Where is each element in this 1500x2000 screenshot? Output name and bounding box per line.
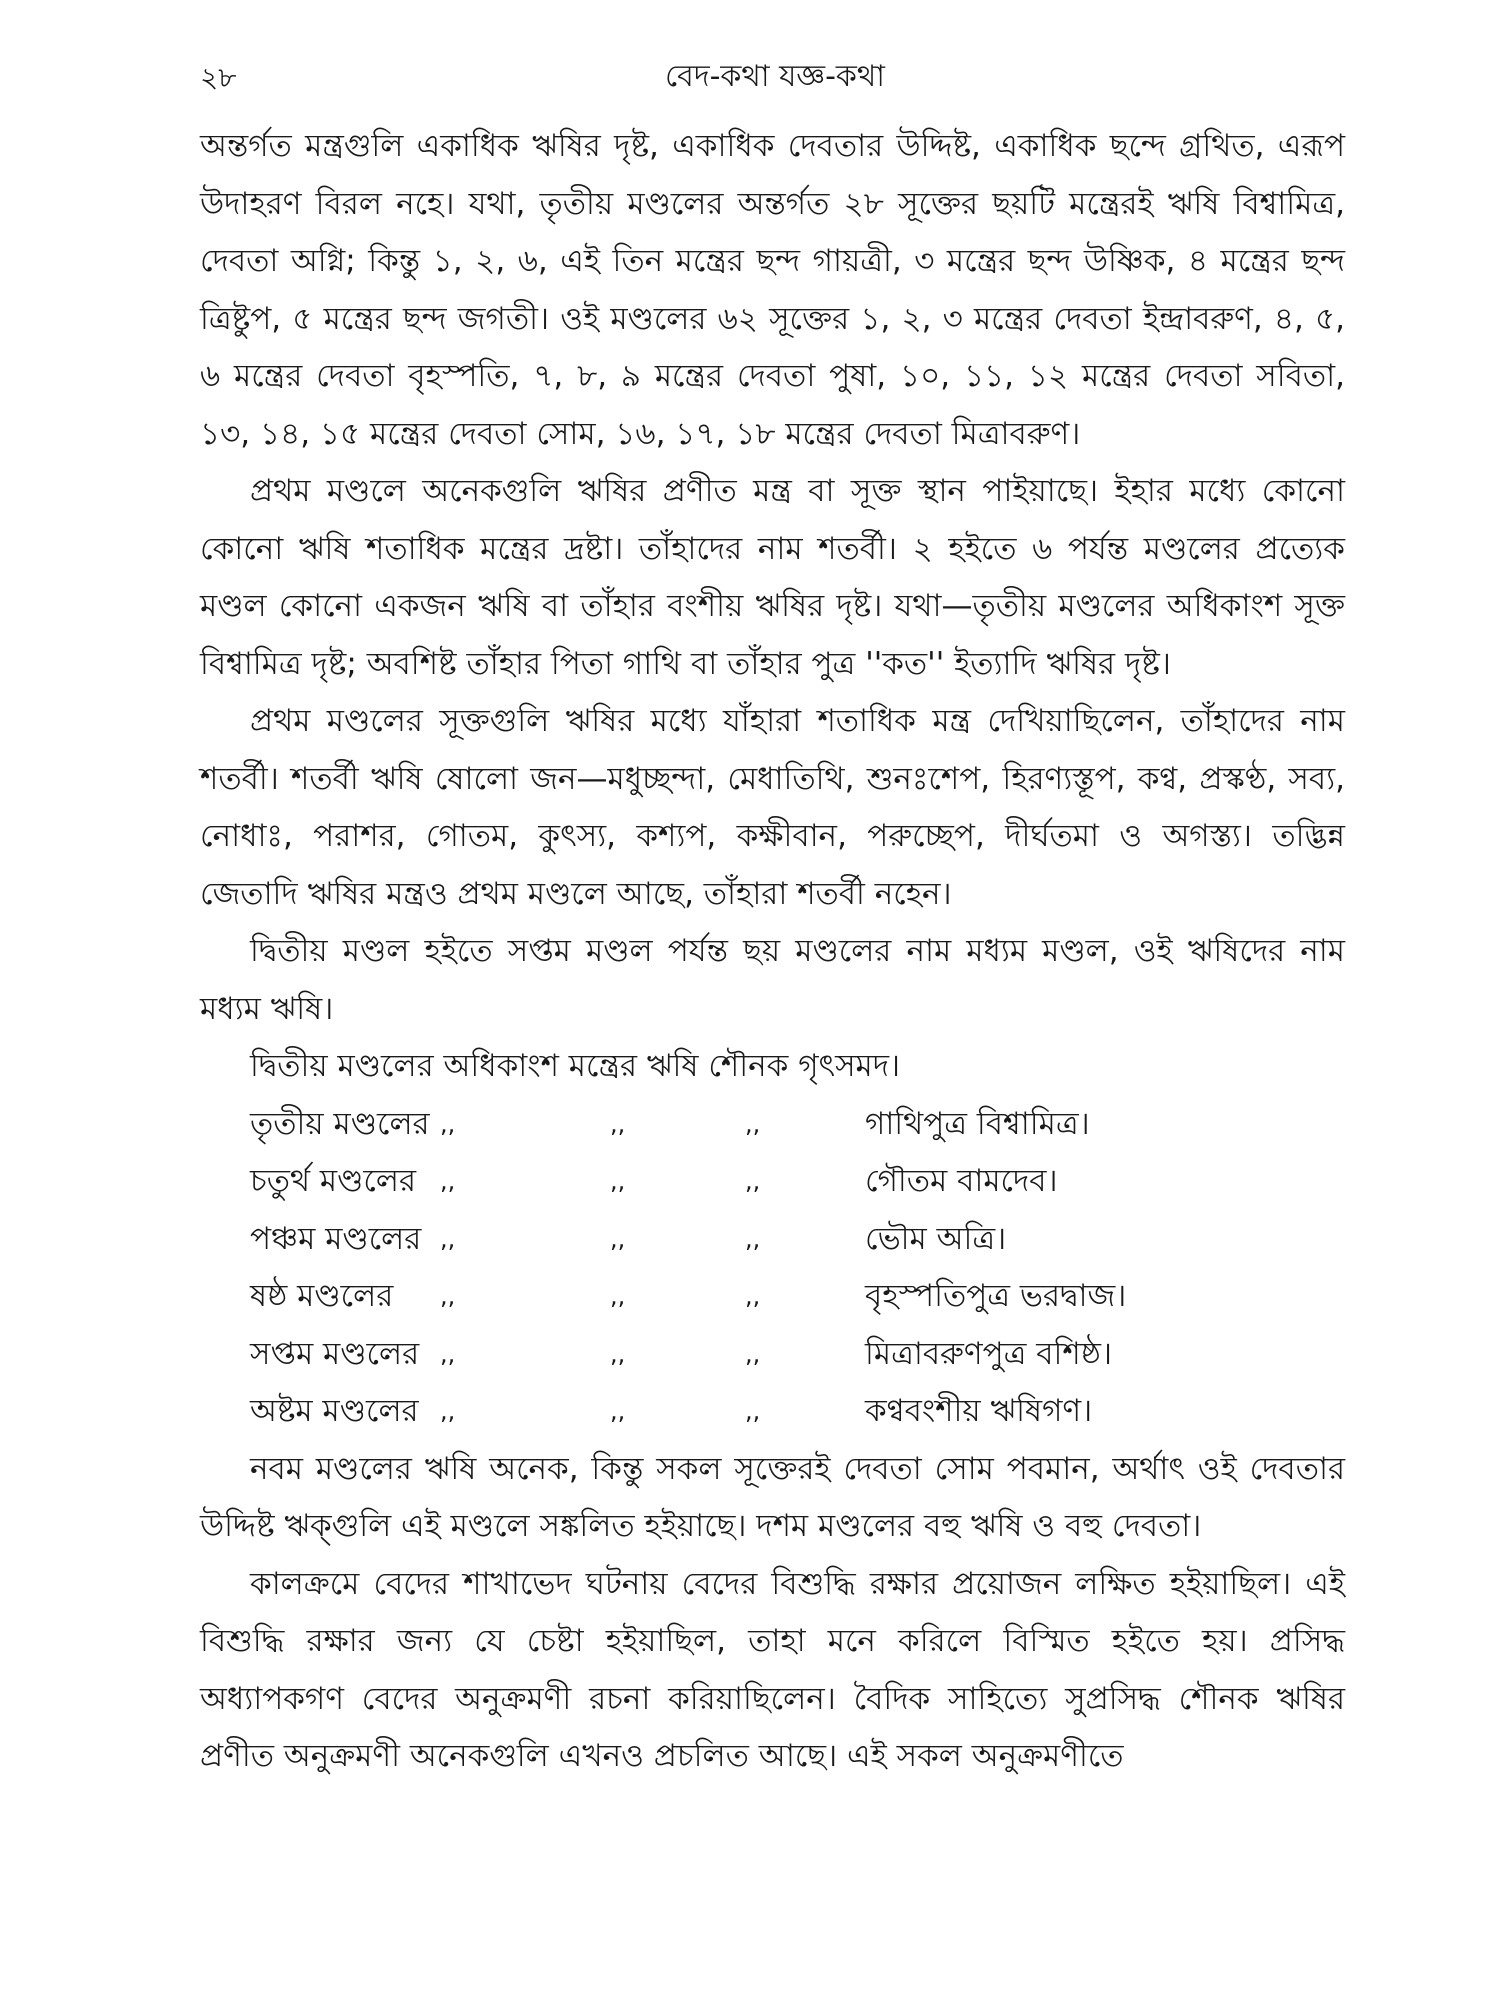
- ditto-mark: ,,: [610, 1397, 626, 1425]
- rishi-row: [200, 1268, 1345, 1326]
- paragraphs-before: [200, 118, 1345, 1096]
- rishi-row: [200, 1326, 1345, 1384]
- rishi-row: [200, 1383, 1345, 1441]
- paragraph: নবম মণ্ডলের ঋষি অনেক, কিন্তু সকল সূক্তেরই দেবতা সোম পবমান, অর্থাৎ ওই দেবতার উদ্দিষ্ট ঋক্‌গুলি এই মণ্ডলে সঙ্কলিত হইয়াছে। দশম মণ্ডলের বহু ঋষি ও বহু দেবতা।: [200, 1450, 1345, 1544]
- paragraph: প্রথম মণ্ডলে অনেকগুলি ঋষির প্রণীত মন্ত্র বা সূক্ত স্থান পাইয়াছে। ইহার মধ্যে কোনো কোনো ঋষি শতাধিক মন্ত্রের দ্রষ্টা। তাঁহাদের নাম শতর্বী। ২ হইতে ৬ পর্যন্ত মণ্ডলের প্রত্যেক মণ্ডল কোনো একজন ঋষি বা তাঁহার বংশীয় ঋষির দৃষ্ট। যথা—তৃতীয় মণ্ডলের অধিকাংশ সূক্ত বিশ্বামিত্র দৃষ্ট; অবশিষ্ট তাঁহার পিতা গাথি বা তাঁহার পুত্র ''কত'' ইত্যাদি ঋষির দৃষ্ট।: [200, 473, 1345, 682]
- paragraph: দ্বিতীয় মণ্ডল হইতে সপ্তম মণ্ডল পর্যন্ত ছয় মণ্ডলের নাম মধ্যম মণ্ডল, ওই ঋষিদের নাম মধ্যম ঋষি।: [200, 933, 1345, 1027]
- rishi-name: মিত্রাবরুণপুত্র বশিষ্ঠ।: [865, 1335, 1113, 1372]
- paragraph: অন্তর্গত মন্ত্রগুলি একাধিক ঋষির দৃষ্ট, একাধিক দেবতার উদ্দিষ্ট, একাধিক ছন্দে গ্রথিত, এরূপ উদাহরণ বিরল নহে। যথা, তৃতীয় মণ্ডলের অন্তর্গত ২৮ সূক্তের ছয়টি মন্ত্রেরই ঋষি বিশ্বামিত্র, দেবতা অগ্নি; কিন্তু ১, ২, ৬, এই তিন মন্ত্রের ছন্দ গায়ত্রী, ৩ মন্ত্রের ছন্দ উষ্ণিক, ৪ মন্ত্রের ছন্দ ত্রিষ্টুপ, ৫ মন্ত্রের ছন্দ জগতী। ওই মণ্ডলের ৬২ সূক্তের ১, ২, ৩ মন্ত্রের দেবতা ইন্দ্রাবরুণ, ৪, ৫, ৬ মন্ত্রের দেবতা বৃহস্পতি, ৭, ৮, ৯ মন্ত্রের দেবতা পুষা, ১০, ১১, ১২ মন্ত্রের দেবতা সবিতা, ১৩, ১৪, ১৫ মন্ত্রের দেবতা সোম, ১৬, ১৭, ১৮ মন্ত্রের দেবতা মিত্রাবরুণ।: [200, 128, 1345, 452]
- mandala-label: সপ্তম মণ্ডলের: [250, 1335, 420, 1372]
- ditto-mark: ,,: [745, 1282, 761, 1310]
- mandala-label: তৃতীয় মণ্ডলের: [250, 1105, 430, 1142]
- ditto-mark: ,,: [745, 1167, 761, 1195]
- rishi-row: [200, 1153, 1345, 1211]
- ditto-mark: ,,: [610, 1224, 626, 1253]
- page-number: ২৮: [200, 61, 237, 94]
- ditto-mark: ,,: [440, 1224, 456, 1253]
- rishi-table: [200, 1096, 1345, 1441]
- ditto-mark: ,,: [440, 1282, 456, 1310]
- ditto-mark: ,,: [440, 1167, 456, 1195]
- page-header: [200, 48, 1350, 98]
- ditto-mark: ,,: [610, 1282, 626, 1310]
- ditto-mark: ,,: [610, 1339, 626, 1368]
- rishi-row: [200, 1211, 1345, 1269]
- rishi-name: গৌতম বামদেব।: [865, 1163, 1058, 1199]
- rishi-name: গাথিপুত্র বিশ্বামিত্র।: [865, 1105, 1090, 1142]
- paragraph: কালক্রমে বেদের শাখাভেদ ঘটনায় বেদের বিশুদ্ধি রক্ষার প্রয়োজন লক্ষিত হইয়াছিল। এই বিশুদ্ধি রক্ষার জন্য যে চেষ্টা হইয়াছিল, তাহা মনে করিলে বিস্মিত হইতে হয়। প্রসিদ্ধ অধ্যাপকগণ বেদের অনুক্রমণী রচনা করিয়াছিলেন। বৈদিক সাহিত্যে সুপ্রসিদ্ধ শৌনক ঋষির প্রণীত অনুক্রমণী অনেকগুলি এখনও প্রচলিত আছে। এই সকল অনুক্রমণীতে: [200, 1565, 1346, 1774]
- ditto-mark: ,,: [440, 1339, 456, 1368]
- ditto-mark: ,,: [440, 1397, 456, 1425]
- running-title: বেদ-কথা যজ্ঞ-কথা: [664, 59, 886, 94]
- ditto-mark: ,,: [745, 1397, 761, 1425]
- ditto-mark: ,,: [745, 1339, 761, 1368]
- ditto-mark: ,,: [745, 1224, 761, 1253]
- mandala-label: পঞ্চম মণ্ডলের: [250, 1220, 422, 1257]
- mandala-label: চতুর্থ মণ্ডলের: [250, 1163, 417, 1199]
- paragraphs-after: [200, 1441, 1345, 1786]
- mandala-label: ষষ্ঠ মণ্ডলের: [250, 1278, 394, 1314]
- ditto-mark: ,,: [745, 1109, 761, 1138]
- paragraph: প্রথম মণ্ডলের সূক্তগুলি ঋষির মধ্যে যাঁহারা শতাধিক মন্ত্র দেখিয়াছিলেন, তাঁহাদের নাম শতর্বী। শতর্বী ঋষি ষোলো জন—মধুচ্ছন্দা, মেধাতিথি, শুনঃশেপ, হিরণ্যস্তূপ, কণ্ব, প্রস্কণ্ঠ, সব্য, নোধাঃ, পরাশর, গোতম, কুৎস্য, কশ্যপ, কক্ষীবান, পরুচ্ছেপ, দীর্ঘতমা ও অগস্ত্য। তদ্ভিন্ন জেতাদি ঋষির মন্ত্রও প্রথম মণ্ডলে আছে, তাঁহারা শতর্বী নহেন।: [200, 703, 1345, 912]
- rishi-name: বৃহস্পতিপুত্র ভরদ্বাজ।: [865, 1278, 1127, 1314]
- rishi-name: ভৌম অত্রি।: [865, 1220, 1007, 1257]
- mandala-label: অষ্টম মণ্ডলের: [250, 1393, 419, 1429]
- rishi-name: কণ্ববংশীয় ঋষিগণ।: [865, 1393, 1093, 1429]
- ditto-mark: ,,: [610, 1167, 626, 1195]
- ditto-mark: ,,: [440, 1109, 456, 1138]
- rishi-row: [200, 1096, 1345, 1154]
- ditto-mark: ,,: [610, 1109, 626, 1138]
- paragraph: দ্বিতীয় মণ্ডলের অধিকাংশ মন্ত্রের ঋষি শৌনক গৃৎসমদ।: [250, 1048, 901, 1084]
- body-text: [200, 118, 1345, 1786]
